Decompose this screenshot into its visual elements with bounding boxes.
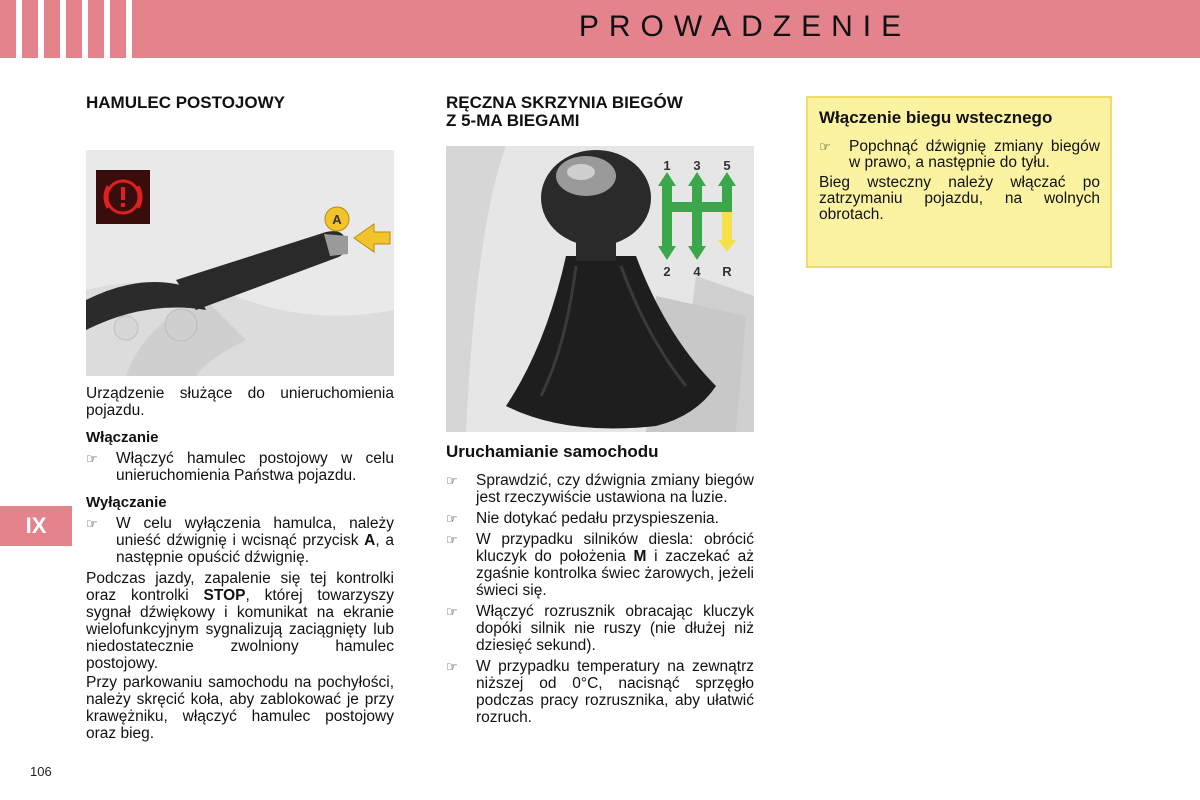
gear-lever-illustration <box>446 146 754 432</box>
page-header <box>0 0 1200 58</box>
warning-paragraph: Podczas jazdy, zapalenie się tej kontrolki oraz kontrolki STOP, której towarzyszy sygnał dźwiękowy i komunikat na ekranie wielofunkcyjnym sygnalizują zaciągnięty lub niedostatecznie zwolniony hamulec postojowy. <box>86 570 394 672</box>
list-item: ☞ Popchnąć dźwignię zmiany biegów w prawo, a następnie do tyłu. <box>819 138 1100 171</box>
intro-text: Urządzenie służące do unieruchomienia pojazdu. <box>86 385 394 419</box>
list-item: ☞ W przypadku temperatury na zewnątrz niższej od 0°C, nacisnąć sprzęgło podczas pracy rozrusznika, aby ułatwić rozruch. <box>446 658 754 726</box>
parking-brake-heading: HAMULEC POSTOJOWY <box>86 93 285 112</box>
page-number: 106 <box>30 764 52 779</box>
off-heading: Wyłączanie <box>86 494 167 511</box>
list-item: ☞ W przypadku silników diesla: obrócić kluczyk do położenia M i zaczekać aż zgaśnie kontrolka świec żarowych, jeżeli świeci się. <box>446 531 754 599</box>
gear-label: 3 <box>693 158 701 173</box>
gear-lever-image <box>446 146 754 432</box>
pointing-hand-icon: ☞ <box>446 532 458 547</box>
gear-label: 4 <box>693 264 701 279</box>
parking-brake-image <box>86 150 394 376</box>
left-column-text <box>86 385 394 744</box>
parking-paragraph: Przy parkowaniu samochodu na pochyłości, należy skręcić koła, aby zablokować je przy krawężniku, włączyć hamulec postojowy oraz bieg. <box>86 674 394 742</box>
list-item: ☞ Włączyć rozrusznik obracając kluczyk dopóki silnik nie ruszy (nie dłużej niż dziesięć sekund). <box>446 603 754 654</box>
info-box-title: Włączenie biegu wstecznego <box>819 108 1053 127</box>
gear-label: 2 <box>663 264 671 279</box>
gear-pattern-diagram <box>658 172 736 260</box>
parking-brake-illustration <box>86 150 394 376</box>
list-item: ☞ Sprawdzić, czy dźwignia zmiany biegów jest rzeczywiście ustawiona na luzie. <box>446 472 754 506</box>
chapter-tab: IX <box>0 506 72 546</box>
engine-start-heading: Uruchamianie samochodu <box>446 442 659 461</box>
pointing-hand-icon: ☞ <box>86 516 98 531</box>
page-title: PROWADZENIE <box>578 10 912 43</box>
list-item: ☞ Włączyć hamulec postojowy w celu unieruchomienia Państwa pojazdu. <box>86 450 394 484</box>
gear-label: 1 <box>663 158 671 173</box>
middle-column-text <box>446 443 754 730</box>
reverse-gear-info-box <box>806 96 1112 268</box>
pointing-hand-icon: ☞ <box>446 511 458 526</box>
gear-label: 5 <box>723 158 731 173</box>
pointing-hand-icon: ☞ <box>446 659 458 674</box>
label-a: A <box>332 212 342 227</box>
list-item: ☞ W celu wyłączenia hamulca, należy unieść dźwignię i wcisnąć przycisk A, a następnie opuścić dźwignię. <box>86 515 395 566</box>
gear-label: R <box>722 264 732 279</box>
gearbox-heading-line1: RĘCZNA SKRZYNIA BIEGÓW <box>446 93 683 112</box>
middle-column <box>446 94 756 130</box>
pointing-hand-icon: ☞ <box>446 604 458 619</box>
on-heading: Włączanie <box>86 429 159 446</box>
pointing-hand-icon: ☞ <box>86 451 98 466</box>
pointing-hand-icon: ☞ <box>819 139 831 154</box>
list-item: ☞ Nie dotykać pedału przyspieszenia. <box>446 510 719 527</box>
left-column <box>86 94 394 112</box>
pointing-hand-icon: ☞ <box>446 473 458 488</box>
gearbox-heading-line2: Z 5-MA BIEGAMI <box>446 111 580 130</box>
info-box-note: Bieg wsteczny należy włączać po zatrzymaniu pojazdu, na wolnych obrotach. <box>819 174 1100 223</box>
